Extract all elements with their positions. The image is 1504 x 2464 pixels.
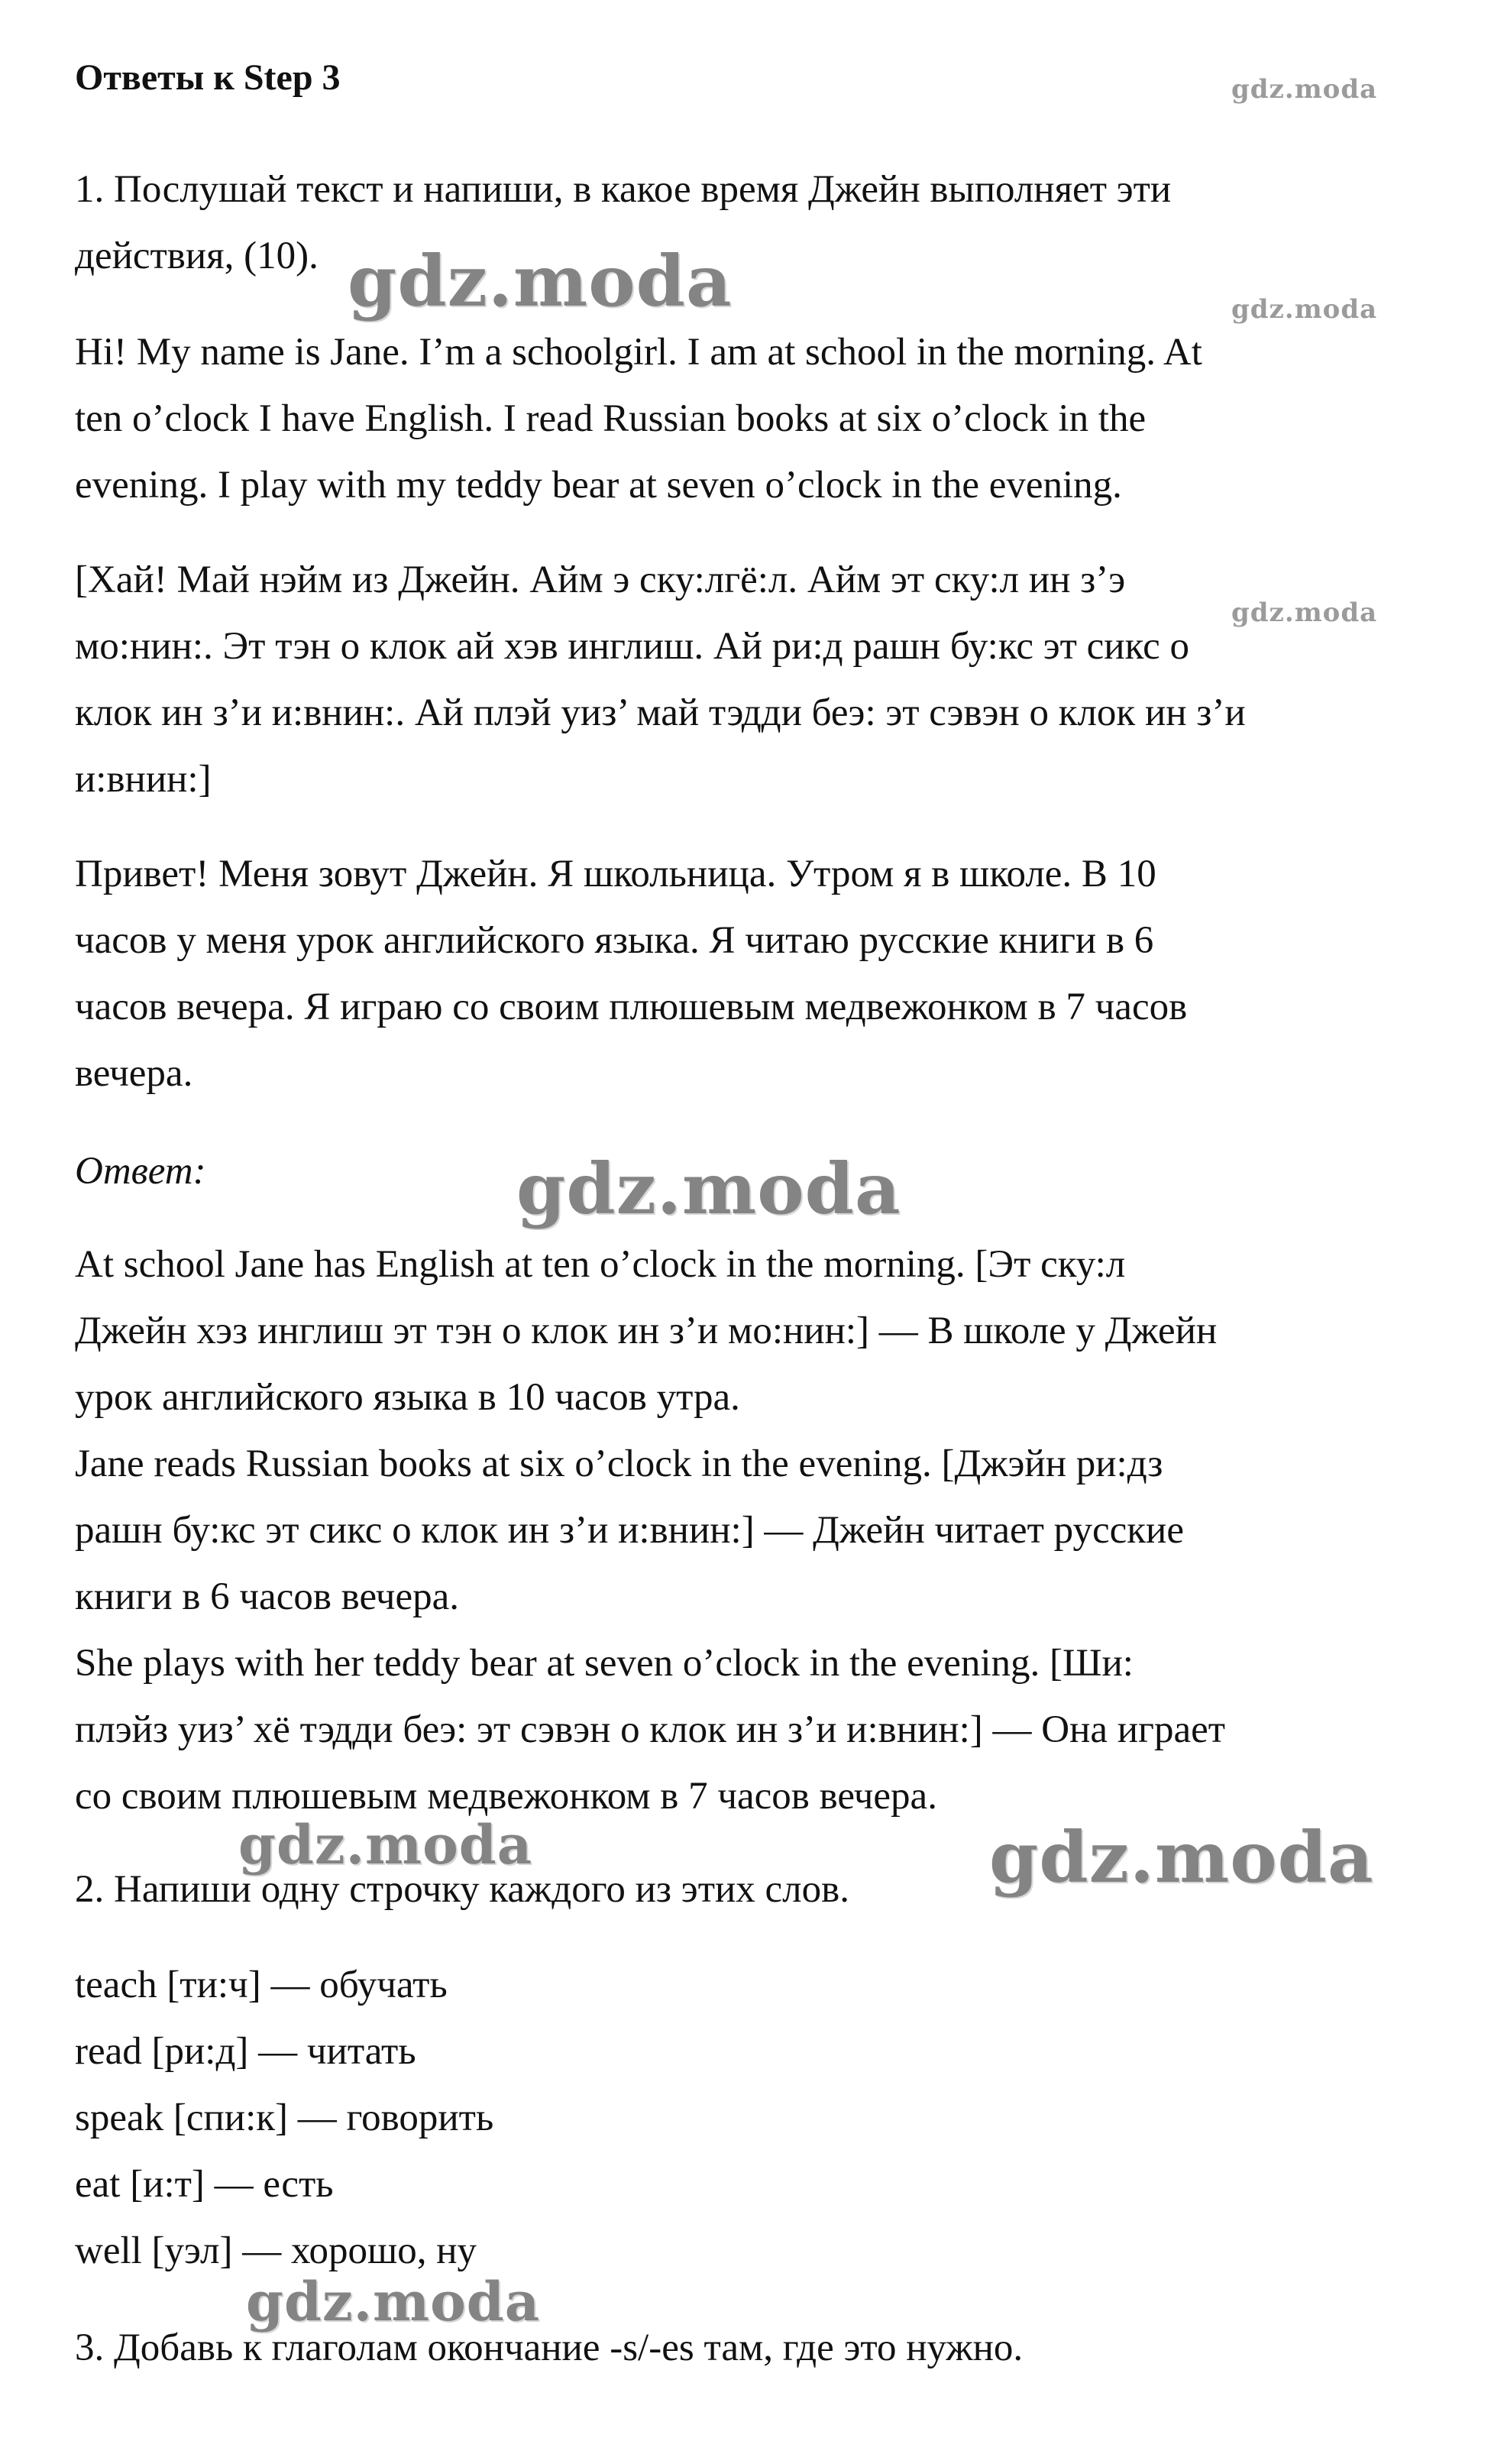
watermark: gdz.moda (1231, 74, 1378, 105)
task1-translation (75, 841, 1434, 1107)
english-line: ten o’clock I have English. I read Russian books at six o’clock in the (75, 397, 1147, 440)
translation-line: часов у меня урок английского языка. Я читаю русские книги в 6 (75, 919, 1154, 962)
answer-label: Ответ: (75, 1150, 206, 1193)
answer-line: книги в 6 часов вечера. (75, 1575, 459, 1618)
answer-line: урок английского языка в 10 часов утра. (75, 1376, 740, 1419)
watermark: gdz.moda (348, 240, 733, 322)
answer-line: At school Jane has English at ten o’clock in the morning. [Эт ску:л (75, 1243, 1126, 1286)
task1-answer (75, 1232, 1434, 1830)
word-item: well [уэл] — хорошо, ну (75, 2229, 477, 2272)
english-line: Hi! My name is Jane. I’m a schoolgirl. I am at school in the morning. At (75, 331, 1202, 374)
answer-line: со своим плюшевым медвежонком в 7 часов вечера. (75, 1775, 937, 1818)
task1-english-text (75, 319, 1434, 519)
task1-heading-line: 1. Послушай текст и напиши, в какое время Джейн выполняет эти (75, 168, 1172, 211)
translation-line: часов вечера. Я играю со своим плюшевым медвежонком в 7 часов (75, 986, 1188, 1028)
watermark: gdz.moda (1231, 597, 1378, 628)
answer-line: рашн бу:кс эт сикс о клок ин з’и и:внин:] — Джейн читает русские (75, 1509, 1184, 1552)
word-item: eat [и:т] — есть (75, 2163, 334, 2206)
task2-heading (75, 1857, 1434, 1923)
transcription-line: клок ин з’и и:внин:. Ай плэй уиз’ май тэдди беэ: эт сэвэн о клок ин з’и (75, 691, 1246, 734)
transcription-line: мо:нин:. Эт тэн о клок ай хэв инглиш. Ай ри:д рашн бу:кс эт сикс о (75, 625, 1189, 668)
word-item: teach [ти:ч] — обучать (75, 1964, 448, 2006)
word-item: read [ри:д] — читать (75, 2030, 416, 2073)
transcription-line: [Хай! Май нэйм из Джейн. Айм э ску:лгё:л. Айм эт ску:л ин з’э (75, 559, 1126, 601)
transcription-line: и:внин:] (75, 758, 212, 801)
task1-transcription (75, 547, 1434, 813)
task2-word-list (75, 1952, 1434, 2284)
translation-line: Привет! Меня зовут Джейн. Я школьница. Утром я в школе. В 10 (75, 853, 1156, 895)
task1-heading (75, 157, 1434, 290)
task3-heading-line: 3. Добавь к глаголам окончание -s/-es там, где это нужно. (75, 2326, 1024, 2369)
watermark: gdz.moda (246, 2270, 541, 2333)
task1-heading-line: действия, (10). (75, 235, 319, 277)
watermark: gdz.moda (1231, 294, 1378, 325)
word-item: speak [спи:к] — говорить (75, 2097, 494, 2139)
english-line: evening. I play with my teddy bear at seven o’clock in the evening. (75, 464, 1122, 507)
answer-line: плэйз уиз’ хё тэдди беэ: эт сэвэн о клок ин з’и и:внин:] — Она играет (75, 1708, 1226, 1751)
watermark: gdz.moda (238, 1813, 533, 1876)
answer-line: Jane reads Russian books at six o’clock in the evening. [Джэйн ри:дз (75, 1442, 1163, 1485)
task3-heading (75, 2315, 1434, 2381)
task2-heading-line: 2. Напиши одну строчку каждого из этих слов. (75, 1868, 849, 1911)
watermark: gdz.moda (516, 1148, 901, 1230)
translation-line: вечера. (75, 1052, 193, 1095)
answer-line: She plays with her teddy bear at seven o’clock in the evening. [Ши: (75, 1642, 1134, 1685)
page-title: Ответы к Step 3 (75, 57, 341, 98)
answer-line: Джейн хэз инглиш эт тэн о клок ин з’и мо:нин:] — В школе у Джейн (75, 1310, 1218, 1352)
watermark: gdz.moda (989, 1816, 1374, 1899)
